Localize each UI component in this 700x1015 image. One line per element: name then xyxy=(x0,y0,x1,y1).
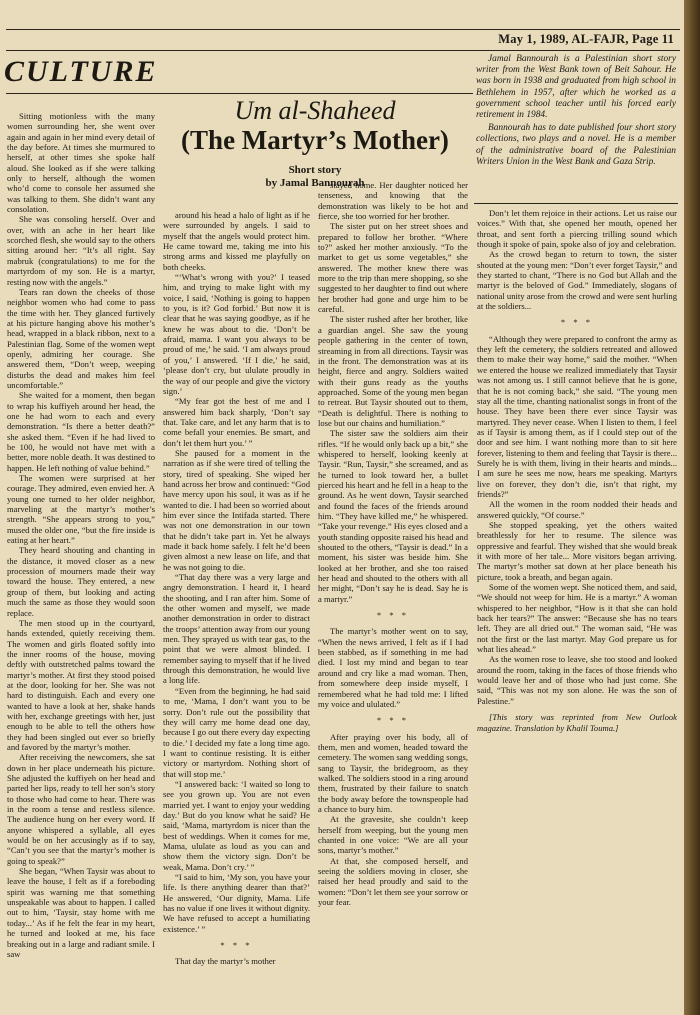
section-title: CULTURE xyxy=(4,55,158,88)
story-paragraph: “Although they were prepared to confront the army as they left the cemetery, the soldiers retreated and allowed them to make their way home,” said the mother. “When we entered the house we realized immediately that Taysir was not among us. I still cannot believe that he is gone, that he is not coming back,” she said. “The young men stay all the time, chanting nationalist songs in front of the house. They have been there ever since Taysir was martyred. They never cease. When I listen to them, I feel as if Taysir is among them, as if I could step out of the door and see him. I want nothing more than to sit here forever, listening to them and feeling that Taysir is there... Surely he is with them, living in their hearts and minds... I am sure he sees me now, hears me speaking. Martyrs live on forever, they don’t die, isn’t that right, my friends?” xyxy=(477,333,677,499)
header-top-rule xyxy=(6,29,680,30)
story-paragraph: She paused for a moment in the narration as if she were tired of telling the story, tired of speaking. She wiped her hand across her brow and continued: “God have mercy upon his soul, it was as if he wanted to die. I had been so worried about him ever since the Intifada started. There was not one demonstration in our town that he didn’t take part in. Yet he always made it back home safely. I felt he’d been given almost a new lease on life, and that he was not going to die. xyxy=(163,447,310,572)
section-break: * * * xyxy=(220,940,253,951)
story-paragraph: The martyr’s mother went on to say, “When the news arrived, I felt as if I had been stabbed, as if something in me had died. I lost my mind and began to tear around and cry like a mad woman. Then, from somewhere deep inside myself, I remembered what he had told me: I lifted my voice and ululated.” xyxy=(318,626,468,709)
story-paragraph: Tears ran down the cheeks of those neighbor women who had come to pass the time with her. They glanced furtively at his picture hanging above his mother’s head, wrapped in a black ribbon, next to a Palestinian flag. Some of the women wept openly, admiring her courage. She answered them, “Don’t weep, weeping disturbs the dead and makes him feel uncomfortable.” xyxy=(7,286,155,390)
section-break: * * * xyxy=(376,610,410,621)
story-heading xyxy=(160,97,470,190)
story-paragraph: She waited for a moment, then began to wrap his kuffiyeh around her head, the one he had worn to each and every demonstration. “Is there a better death?” she asked them. “Even if he had lived to be 100, he would not have met with a better, more noble death. It was destined to happen. He left nothing of value behind.” xyxy=(7,390,155,473)
story-paragraph: around his head a halo of light as if he were surrounded by angels. I said to myself that the angels would protect him. He came toward me, taking me into his strong arms and kissed me playfully on both cheeks. xyxy=(163,210,310,272)
story-paragraph: She was consoling herself. Over and over, with an ache in her heart like scorched flesh, she would say to the others sitting around her: “It’s all right. Say mabruk (congratulations) to me for the martyrdom of my son. He is a martyr, resting now with the angels.” xyxy=(7,214,155,287)
story-paragraph: At that, she composed herself, and seeing the soldiers moving in closer, she raised her head proudly and said to the women: “Don’t let them see your sorrow or your fear. xyxy=(318,855,468,908)
story-paragraph: “I answered back: ‘I waited so long to see you grown up. You are not even married yet. I want to enjoy your wedding day.’ But do you know what he said? He said, ‘Mama, martyrdom is nicer than the best of weddings. When it comes for me, Mama, ululate as loud as you can and show them the victory sign. Don’t be weak, Mama. Don’t cry.’ ” xyxy=(163,778,310,872)
section-break: * * * xyxy=(560,317,594,328)
story-paragraph: She stopped speaking, yet the others waited breathlessly for her to resume. The silence was oppressive and fearful. They wished that she would break it with more of her tale... More visitors began arriving. The martyr’s mother sat down at her place beneath his picture, took a breath, and began again. xyxy=(477,519,677,582)
story-paragraph: As the women rose to leave, she too stood and looked around the room, taking in the faces of those friends who would leave her and of those who had just come. She said, “This was not my son alone. He was the son of Palestine.” xyxy=(477,654,677,706)
story-paragraph: All the women in the room nodded their heads and answered quickly, “Of course.” xyxy=(477,499,677,520)
story-paragraph: The sister rushed after her brother, like a guardian angel. She saw the young people gathering in the center of town, streaming in from all directions. Taysir was in the front. The demonstration was at its height, fierce and angry. Soldiers waited with their guns ready as the youths approached. Some of the young men began to retreat. But Taysir shouted out to them, “Death is delightful. There is nothing to lose but our chains and humiliation.” xyxy=(318,314,468,428)
article-column-3 xyxy=(318,180,468,1006)
author-bio-paragraph: Bannourah has to date published four short story collections, two plays and a novel. He is a member of the administrative board of the Palestinian Writers Union in the West Bank and Gaza Strip. xyxy=(476,123,676,167)
story-paragraph: Don’t let them rejoice in their actions. Let us raise our voices.” With that, she opened her mouth, opened her throat, and sent forth a piercing trilling sound which though it spoke of pain, spoke also of joy and celebration. xyxy=(477,208,677,250)
header-bottom-rule xyxy=(6,50,680,51)
story-paragraph: “Even from the beginning, he had said to me, ‘Mama, I don’t want you to be sorry. Don’t rule out the possibility that they will carry me home dead one day, because I go out there every day expecting to die.’ I decided my fate a long time ago. I want to continue resisting. It is either victory or martyrdom. Nothing short of that will stop me.’ xyxy=(163,685,310,779)
story-paragraph: “I said to him, ‘My son, you have your life. Is there anything dearer than that?’ He answered, ‘Our dignity, Mama. Life has no value if one lives it without dignity. We have refused to accept a humiliating existence.’ ” xyxy=(163,872,310,934)
story-paragraph: That day the martyr’s mother xyxy=(175,956,276,967)
story-paragraph: “‘What’s wrong with you?’ I teased him, and trying to make light with my voice, I said, ‘Nothing is going to happen to you, is it? God forbid.’ But now it is clear that he was saying goodbye, as if he knew he was about to die. ‘Don’t be afraid, mama. I want you always to be proud of me,’ he said. ‘I am always proud of you,’ I answered. ‘If I die,’ he said, ‘please don’t cry, but ululate proudly in the way of our people and give the victory sign.’ xyxy=(163,272,310,396)
story-title-line2: (The Martyr’s Mother) xyxy=(181,125,449,155)
story-paragraph: “My fear got the best of me and I answered him back sharply, ‘Don’t say that. Take care, and let any harm that is to come befall your enemies. Be smart, and don’t let them hurt you.’ ” xyxy=(163,396,310,448)
story-paragraph: As the crowd began to return to town, the sister shouted at the young men: “Don’t ever forget Taysir,” and they started to chant, “There is no God but Allah and the martyr is the beloved of God.” Immediately, slogans of national unity arose from the crowd and were sent hurling at the soldiers... xyxy=(477,249,677,312)
article-column-2 xyxy=(163,210,310,1006)
story-paragraph: The sister put on her street shoes and prepared to follow her brother. “Where to?” asked her mother anxiously. “To the market to get us some vegetables,” she answered. The mother knew there was more to the trip than mere shopping, so she suggested to her daughter to find out where her brother had gone and urge him to be careful. xyxy=(318,221,468,315)
story-paragraph: The women were surprised at her courage. They admired, even envied her. A young one turned to her older neighbor, marveling at the martyr’s mother’s strength. “She appears strong to you,” mused the older one, “but the fire inside is eating at her heart.” xyxy=(7,473,155,546)
translation-credit: [This story was reprinted from New Outlook magazine. Translation by Khalil Touma.] xyxy=(477,712,677,733)
author-bio-paragraph: Jamal Bannourah is a Palestinian short story writer from the West Bank town of Beit Sahour. He was born in 1938 and graduated from high school in Bethlehem in 1957, after which he worked as a government school teacher until his forced early retirement in 1984. xyxy=(476,54,676,121)
article-column-1 xyxy=(7,111,155,1006)
author-bio xyxy=(476,54,676,170)
section-rule xyxy=(6,93,473,94)
story-paragraph: After praying over his body, all of them, men and women, headed toward the cemetery. The women sang wedding songs, sang to Taysir, the bridegroom, as they walked. The soldiers stood in a ring around them, frustrated by their failure to snatch the body away before the townspeople had a chance to bury him. xyxy=(318,731,468,814)
book-binding xyxy=(684,0,700,1015)
running-head: May 1, 1989, AL-FAJR, Page 11 xyxy=(498,32,674,46)
article-column-4 xyxy=(477,208,677,1008)
story-paragraph: After receiving the newcomers, she sat down in her place underneath his picture. She adjusted the kuffiyeh on her head and parted her lips, ready to tell her son’s story to those who had come to hear. There was in the room a tense and restless silence. The audience hung on her every word. If anyone whispered a syllable, all eyes would be on her accusingly as if to say, “Can’t you see that the martyr’s mother is going to speak?” xyxy=(7,752,155,866)
section-break: * * * xyxy=(376,715,410,726)
story-paragraph: Sitting motionless with the many women surrounding her, she went over again and again in her mind every detail of the day before. At times she murmured to herself, at other times she spoke half aloud. She looked as if she were talking only to herself, although the women who’d come to console her assumed she was talking to them. She didn’t want any consolation. xyxy=(7,111,155,215)
story-paragraph: stayed home. Her daughter noticed her tenseness, and knowing that the demonstration was likely to be hot and fierce, she too worried for her brother. xyxy=(318,180,468,222)
story-paragraph: At the gravesite, she couldn’t keep herself from weeping, but the young men chanted in one voice: “We are all your sons, martyr’s mother.” xyxy=(318,814,468,856)
story-paragraph: The men stood up in the courtyard, hands extended, quietly receiving them. The women and girls floated softly into the inner rooms of the house, moving deftly with outstretched palms toward the martyr’s mother. At first they stood poised at the door, looking for her. She was not hard to distinguish. Each and every one wanted to have a look at her, shake hands with her, exchange greetings with her, just enough to be able to tell the others how they had been singled out ever so briefly and favored by the martyr’s mother. xyxy=(7,617,155,752)
story-paragraph: Some of the women wept. She noticed them, and said, “We should not weep for him. He is a martyr.” A woman whispered to her neighbor, “How is it that she can hold back her tears?” The answer: “Because she has no tears left. They are all dried out.” The woman said, “He was not the first or the last martyr. May God prepare us for what lies ahead.” xyxy=(477,582,677,655)
story-paragraph: The sister saw the soldiers aim their rifles. “If he would only back up a bit,” she whispered to herself, looking keenly at Taysir. “Run, Taysir,” she screamed, and as he turned to look toward her, a bullet pierced his heart and he fell in a heap to the ground. As he went down, Taysir searched and found the faces of the friends around him. “They have killed me,” he whispered. “Take your revenge.” His eyes closed and a youth standing opposite raised his head and shouted to the others, “Taysir is dead.” In a moment, his sister was beside him. She looked at her brother, and she too raised her head and shouted to the others with all her might, “Don’t say he is dead. Say he is a martyr.” xyxy=(318,428,468,604)
bio-rule xyxy=(474,203,678,204)
story-paragraph: She began, “When Taysir was about to leave the house, I felt as if a foreboding spirit was warning me that something unspeakable was about to happen. I called out to him, ‘Taysir, stay home with me today...’ As if he felt the fear in my heart, he turned and looked at me, his face breaking out in a large and radiant smile. I saw xyxy=(7,866,155,959)
story-paragraph: They heard shouting and chanting in the distance, it moved closer as a new procession of mourners made their way toward the house. They entered, a new group of them, but looking and acting much the same as those they would soon replace. xyxy=(7,545,155,618)
story-paragraph: “That day there was a very large and angry demonstration. I heard it, I heard the shooting, and I ran after him. Some of the other women and myself, we made another demonstration in order to distract the troops’ attention away from our young men. They sprayed us with tear gas, to the point that we were almost blinded. I remember saying to myself that if he lived through this demonstration, he would live a long life. xyxy=(163,572,310,686)
story-kind: Short story xyxy=(288,164,342,176)
story-byline: by Jamal Bannourah xyxy=(265,177,365,189)
story-title-line1: Um al-Shaheed xyxy=(234,96,396,125)
